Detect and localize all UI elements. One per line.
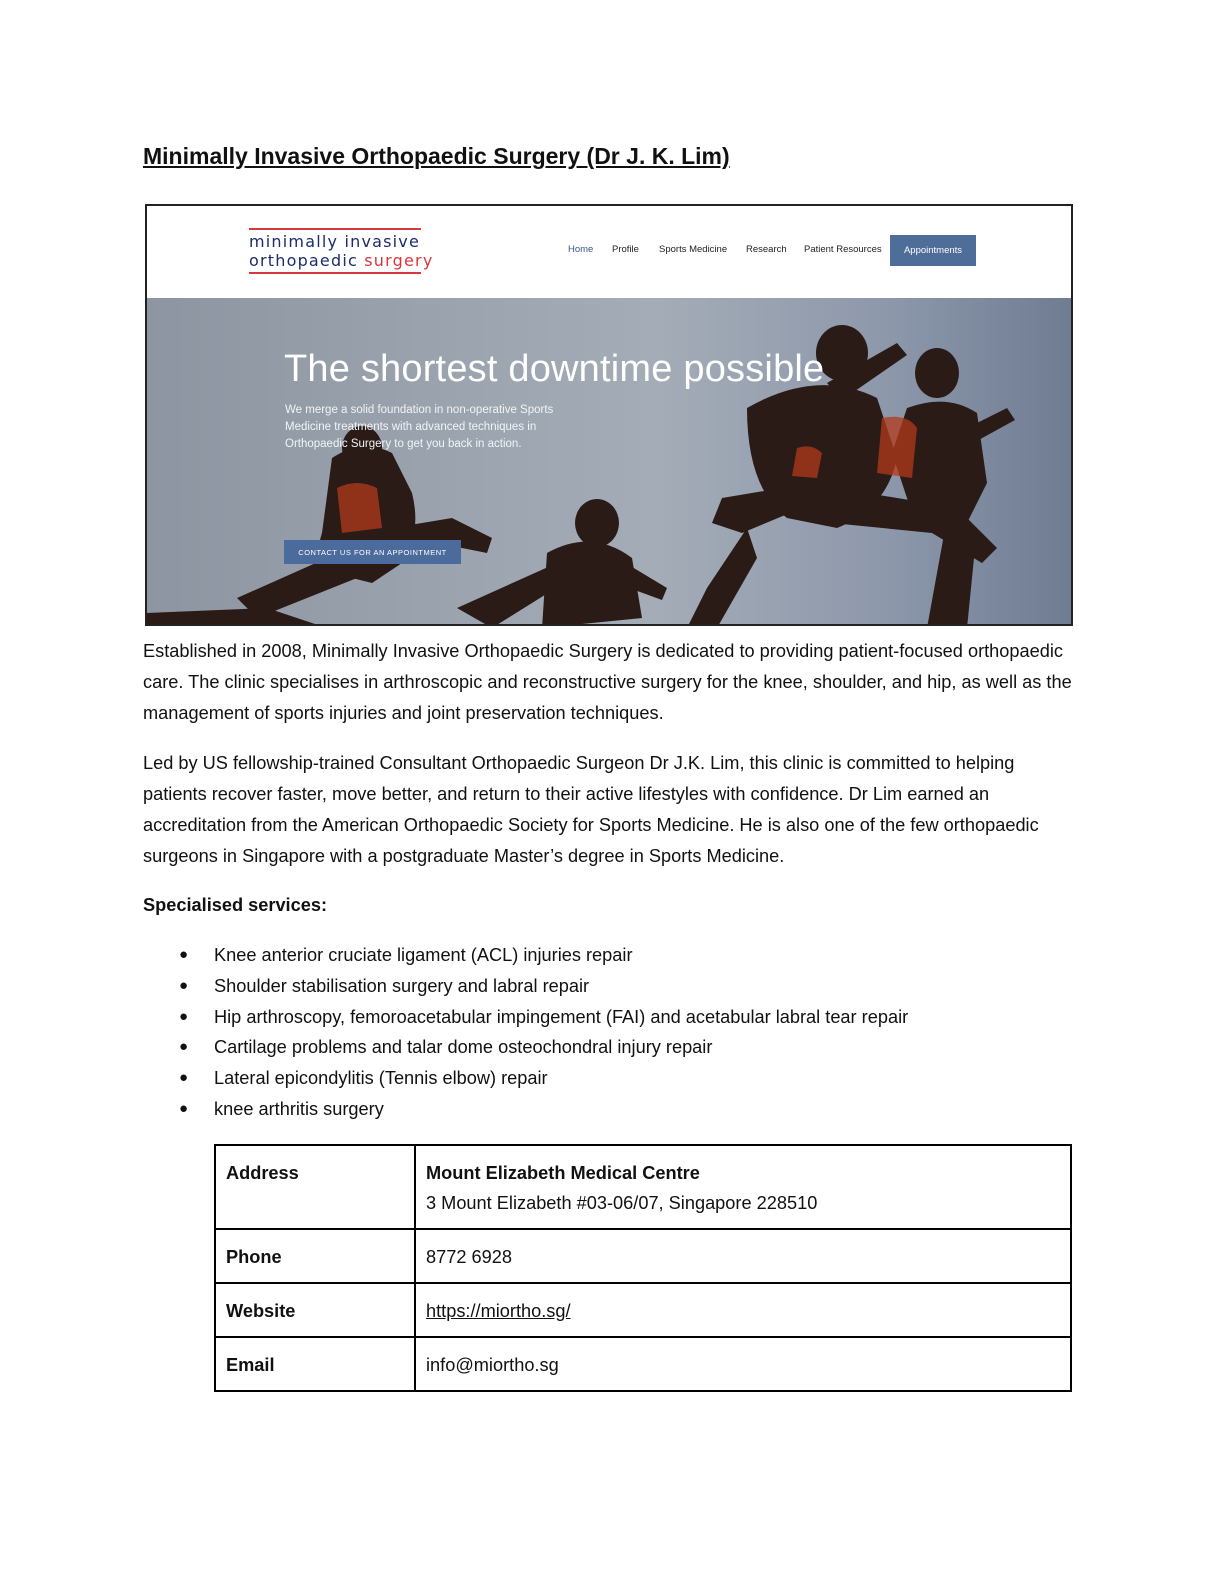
hero-banner xyxy=(147,298,1071,626)
email-value: info@miortho.sg xyxy=(415,1337,1071,1391)
service-label: Shoulder stabilisation surgery and labral repair xyxy=(214,975,590,996)
nav-sports-medicine[interactable]: Sports Medicine xyxy=(659,244,728,255)
email-label: Email xyxy=(215,1337,415,1391)
logo-rule-bottom xyxy=(249,272,421,274)
table-row xyxy=(215,1229,1071,1283)
phone-label: Phone xyxy=(215,1229,415,1283)
website-screenshot xyxy=(145,204,1073,626)
bullet-icon: ● xyxy=(179,1099,189,1117)
logo-word-orthopaedic: orthopaedic xyxy=(249,251,365,270)
service-label: Lateral epicondylitis (Tennis elbow) repair xyxy=(214,1068,548,1089)
address-label: Address xyxy=(215,1145,415,1229)
appointments-button[interactable]: Appointments xyxy=(890,235,976,266)
website-link[interactable]: https://miortho.sg/ xyxy=(426,1301,571,1321)
site-header xyxy=(147,206,1071,298)
bullet-icon: ● xyxy=(179,1069,189,1087)
nav-profile[interactable]: Profile xyxy=(612,244,639,255)
site-logo[interactable] xyxy=(249,228,434,274)
nav-home[interactable]: Home xyxy=(568,244,594,255)
table-row xyxy=(215,1145,1071,1229)
address-line: 3 Mount Elizabeth #03-06/07, Singapore 228510 xyxy=(426,1193,818,1213)
address-cell xyxy=(415,1145,1071,1229)
service-item xyxy=(143,1002,908,1033)
hero-title: The shortest downtime possible xyxy=(284,348,825,390)
service-label: Cartilage problems and talar dome osteochondral injury repair xyxy=(214,1037,713,1058)
service-label: Hip arthroscopy, femoroacetabular impingement (FAI) and acetabular labral tear repair xyxy=(214,1006,909,1027)
service-item xyxy=(143,1094,908,1125)
website-label: Website xyxy=(215,1283,415,1337)
table-row xyxy=(215,1337,1071,1391)
contact-appointment-button[interactable]: CONTACT US FOR AN APPOINTMENT xyxy=(284,540,461,564)
phone-value: 8772 6928 xyxy=(415,1229,1071,1283)
services-heading: Specialised services: xyxy=(143,895,328,915)
doctor-paragraph: Led by US fellowship-trained Consultant Orthopaedic Surgeon Dr J.K. Lim, this clinic is committed to helping patients recover faster, move better, and return to their active lifestyles with confidence. Dr Lim earned an accreditation from the American Orthopaedic Society for Sports Medicine. He is also one of the few orthopaedic surgeons in Singapore with a postgraduate Master’s degree in Sports Medicine. xyxy=(143,753,1039,866)
service-label: Knee anterior cruciate ligament (ACL) injuries repair xyxy=(214,945,633,965)
service-item xyxy=(143,1032,908,1063)
service-label: knee arthritis surgery xyxy=(214,1098,384,1119)
logo-line-2 xyxy=(249,251,434,270)
bullet-icon: ● xyxy=(179,1038,189,1056)
service-item xyxy=(143,1063,908,1094)
logo-rule-top xyxy=(249,228,421,230)
hero-subtitle: We merge a solid foundation in non-operative Sports Medicine treatments with advanced techniques in Orthopaedic Surgery to get you back in action. xyxy=(285,404,554,450)
intro-paragraph: Established in 2008, Minimally Invasive Orthopaedic Surgery is dedicated to providing patient-focused orthopaedic care. The clinic specialises in arthroscopic and reconstructive surgery for the knee, shoulder, and hip, as well as the management of sports injuries and joint preservation techniques. xyxy=(143,641,1072,723)
table-row xyxy=(215,1283,1071,1337)
services-list xyxy=(143,940,908,1125)
logo-line-1: minimally invasive xyxy=(249,232,421,251)
page-title: Minimally Invasive Orthopaedic Surgery (Dr J. K. Lim) xyxy=(143,143,730,169)
nav-patient-resources[interactable]: Patient Resources xyxy=(804,244,882,255)
website-cell xyxy=(415,1283,1071,1337)
bullet-icon: ● xyxy=(179,1007,189,1025)
bullet-icon: ● xyxy=(179,976,189,994)
service-item xyxy=(143,971,908,1002)
service-item xyxy=(143,940,908,971)
bullet-icon: ● xyxy=(179,946,189,963)
nav-research[interactable]: Research xyxy=(746,244,787,255)
address-name: Mount Elizabeth Medical Centre xyxy=(426,1163,700,1183)
logo-word-surgery: surgery xyxy=(364,251,434,270)
contact-table xyxy=(214,1144,1072,1392)
